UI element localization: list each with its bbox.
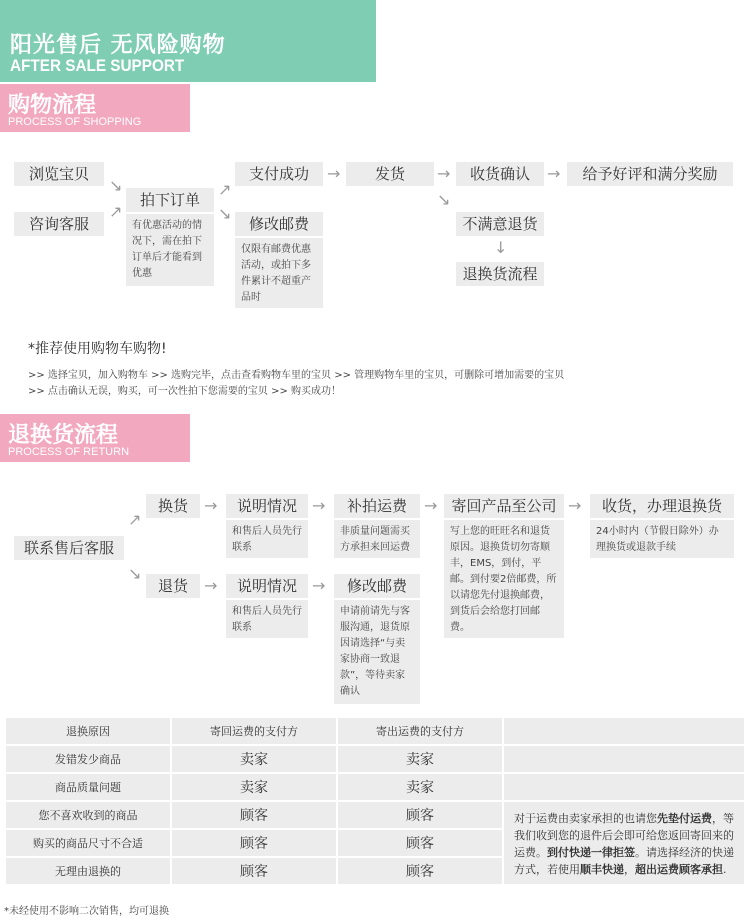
table-row bbox=[5, 773, 745, 801]
browse-step: 浏览宝贝 bbox=[14, 162, 104, 186]
table-cell: 卖家 bbox=[171, 745, 337, 773]
arrow-right-icon: → bbox=[547, 164, 561, 183]
table-header: 退换原因 bbox=[5, 717, 171, 745]
freight-note-text: ， bbox=[624, 863, 635, 876]
arrow-right-icon: → bbox=[204, 576, 218, 595]
return-title-en: PROCESS OF RETURN bbox=[8, 446, 130, 458]
refund-step: 退货 bbox=[146, 574, 200, 598]
contact-service-step: 联系售后客服 bbox=[14, 536, 124, 560]
return-section-header bbox=[0, 414, 190, 462]
recommend-line-2: >> 点击确认无误，购买，可一次性拍下您需要的宝贝 >> 购买成功！ bbox=[28, 386, 342, 397]
arrow-right-icon: → bbox=[312, 576, 326, 595]
explain-note-2: 和售后人员先行联系 bbox=[226, 600, 308, 638]
order-note: 有优惠活动的情况下，需在拍下订单后才能看到优惠 bbox=[126, 214, 214, 286]
modify-postage-step: 修改邮费 bbox=[235, 212, 323, 236]
table-cell: 顾客 bbox=[337, 829, 503, 857]
arrow-right-icon: → bbox=[312, 496, 326, 515]
table-cell-empty bbox=[503, 745, 745, 773]
explain-step-1: 说明情况 bbox=[226, 494, 308, 518]
freight-note-text: 对于运费由卖家承担的也请您 bbox=[514, 812, 657, 825]
modify-postage-note: 仅限有邮费优惠活动，或拍下多件累计不超重产品时 bbox=[235, 238, 323, 308]
reshoot-postage-step: 补拍运费 bbox=[334, 494, 420, 518]
freight-note-emphasis: 超出运费顾客承担 bbox=[635, 863, 723, 876]
send-back-step: 寄回产品至公司 bbox=[444, 494, 564, 518]
arrow-right-icon: → bbox=[437, 164, 451, 183]
return-title-cn: 退换货流程 bbox=[8, 423, 119, 448]
consult-step: 咨询客服 bbox=[14, 212, 104, 236]
exchange-step: 换货 bbox=[146, 494, 200, 518]
arrow-down-right-icon: ↘ bbox=[437, 190, 451, 209]
table-header: 寄回运费的支付方 bbox=[171, 717, 337, 745]
table-cell: 卖家 bbox=[337, 745, 503, 773]
table-cell: 卖家 bbox=[337, 773, 503, 801]
shopping-section-header bbox=[0, 84, 190, 132]
banner-title-cn: 阳光售后 无风险购物 bbox=[10, 33, 226, 58]
explain-step-2: 说明情况 bbox=[226, 574, 308, 598]
shopping-title-cn: 购物流程 bbox=[8, 93, 97, 118]
arrow-down-right-icon: ↘ bbox=[128, 564, 142, 583]
table-cell: 卖家 bbox=[171, 773, 337, 801]
modify-postage-return-note: 申请前请先与客服沟通，退货原因请选择“与卖家协商一致退款”，等待卖家确认 bbox=[334, 600, 420, 704]
table-row bbox=[5, 801, 745, 829]
table-header: 寄出运费的支付方 bbox=[337, 717, 503, 745]
arrow-right-icon: → bbox=[204, 496, 218, 515]
table-header-row bbox=[5, 717, 745, 745]
paid-step: 支付成功 bbox=[235, 162, 323, 186]
freight-note-text: . bbox=[723, 863, 727, 876]
table-cell: 无理由退换的 bbox=[5, 857, 171, 885]
receive-step: 收货，办理退换货 bbox=[590, 494, 734, 518]
review-step: 给予好评和满分奖励 bbox=[567, 162, 733, 186]
recommend-title: *推荐使用购物车购物! bbox=[28, 341, 167, 357]
order-step: 拍下订单 bbox=[126, 188, 214, 212]
table-cell: 商品质量问题 bbox=[5, 773, 171, 801]
freight-note-emphasis: 到付快递一律拒签 bbox=[547, 846, 635, 859]
table-cell: 顾客 bbox=[171, 857, 337, 885]
arrow-right-icon: → bbox=[568, 496, 582, 515]
arrow-up-right-icon: ↗ bbox=[109, 202, 123, 221]
table-cell: 顾客 bbox=[337, 801, 503, 829]
table-cell: 顾客 bbox=[171, 801, 337, 829]
table-cell: 购买的商品尺寸不合适 bbox=[5, 829, 171, 857]
arrow-down-right-icon: ↘ bbox=[218, 204, 232, 223]
modify-postage-return-step: 修改邮费 bbox=[334, 574, 420, 598]
send-back-note: 写上您的旺旺名和退货原因。退换货切勿寄顺丰，EMS，到付，平邮。到付要2倍邮费，所以请您先付退换邮费，到货后会给您打回邮费。 bbox=[444, 520, 564, 638]
shopping-title-en: PROCESS OF SHOPPING bbox=[8, 116, 142, 128]
arrow-up-right-icon: ↗ bbox=[128, 510, 142, 529]
banner-title-en: AFTER SALE SUPPORT bbox=[10, 56, 185, 75]
return-fee-table bbox=[4, 716, 746, 886]
recommend-line-1: >> 选择宝贝，加入购物车 >> 选购完毕，点击查看购物车里的宝贝 >> 管理购物车里的宝贝，可删除可增加需要的宝贝 bbox=[28, 370, 565, 381]
unsatisfied-step: 不满意退货 bbox=[456, 212, 544, 236]
freight-note-emphasis: 顺丰快递 bbox=[580, 863, 624, 876]
ship-step: 发货 bbox=[346, 162, 434, 186]
freight-note-text: ，等我们收到您的退件后会即可给您返回寄回来的运费。 bbox=[514, 812, 734, 859]
freight-note-text: 。请选择经济的快递方式，若使用 bbox=[514, 846, 734, 876]
freight-note bbox=[503, 801, 745, 885]
reshoot-postage-note: 非质量问题需买方承担来回运费 bbox=[334, 520, 420, 558]
return-flow-step: 退换货流程 bbox=[456, 262, 544, 286]
freight-note-emphasis: 先垫付运费 bbox=[657, 812, 712, 825]
table-header-empty bbox=[503, 717, 745, 745]
footer-note: *未经使用不影响二次销售，均可退换 bbox=[4, 906, 169, 917]
receive-note: 24小时内（节假日除外）办理换货或退款手续 bbox=[590, 520, 734, 558]
arrow-down-icon: ↓ bbox=[494, 238, 508, 257]
table-cell-empty bbox=[503, 773, 745, 801]
table-row bbox=[5, 745, 745, 773]
arrow-right-icon: → bbox=[424, 496, 438, 515]
arrow-down-right-icon: ↘ bbox=[109, 176, 123, 195]
table-cell: 顾客 bbox=[171, 829, 337, 857]
table-cell: 发错发少商品 bbox=[5, 745, 171, 773]
explain-note-1: 和售后人员先行联系 bbox=[226, 520, 308, 558]
after-sale-banner bbox=[0, 0, 376, 82]
table-cell: 您不喜欢收到的商品 bbox=[5, 801, 171, 829]
table-cell: 顾客 bbox=[337, 857, 503, 885]
arrow-up-right-icon: ↗ bbox=[218, 180, 232, 199]
confirm-step: 收货确认 bbox=[456, 162, 544, 186]
arrow-right-icon: → bbox=[327, 164, 341, 183]
